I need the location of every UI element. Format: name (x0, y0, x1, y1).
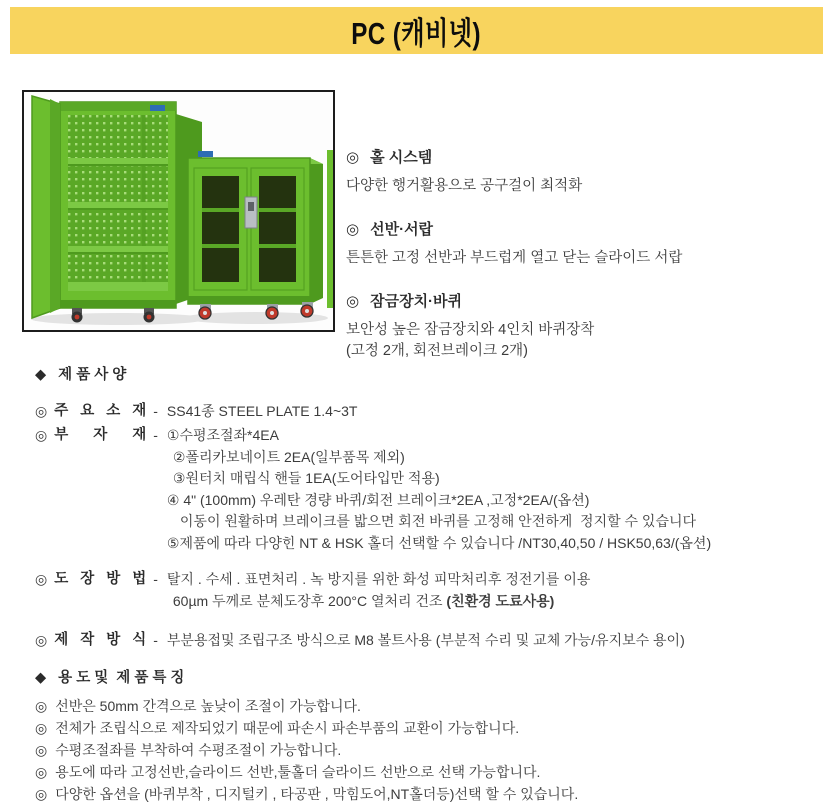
short-cabinet (188, 151, 323, 319)
double-circle-bullet-icon: ◎ (35, 698, 48, 714)
spec-value (167, 569, 591, 612)
spec-value (167, 401, 358, 423)
double-circle-bullet-icon: ◎ (35, 786, 48, 802)
usage-item (35, 739, 815, 761)
feature-description: 보안성 높은 잠금장치와 4인치 바퀴장착 (346, 322, 595, 338)
spec-line: ①수평조절좌*4EA (166, 427, 279, 443)
feature-title (346, 218, 826, 239)
spec-value (167, 425, 711, 554)
double-circle-bullet-icon: ◎ (346, 221, 360, 238)
feature-shelf-drawer (346, 218, 826, 269)
spec-line: ②폴리카보네이트 2EA(일부품목 제외) (172, 448, 405, 465)
spec-row-method (35, 630, 685, 652)
cabinet-illustration (24, 92, 333, 330)
eco-paint-note: (친환경 도료사용) (446, 592, 555, 609)
spec-line: ④ 4" (100mm) 우레탄 경량 바퀴/회전 브레이크*2EA ,고정*2EA/(옵션) (166, 491, 590, 508)
feature-title-text: 잠금장치·바퀴 (370, 293, 463, 310)
spec-dash: - (153, 632, 158, 648)
spec-section-title-text: 제 품 사 양 (58, 367, 127, 383)
diamond-bullet-icon: ◆ (35, 367, 47, 383)
page-title: PC (캐비넷) (351, 16, 482, 51)
feature-hole-system (346, 146, 826, 197)
spec-dash: - (153, 403, 158, 419)
product-photo-frame (22, 90, 335, 332)
spec-line (167, 591, 591, 613)
double-circle-bullet-icon: ◎ (35, 427, 48, 443)
double-circle-bullet-icon: ◎ (346, 293, 360, 310)
diamond-bullet-icon: ◆ (35, 670, 47, 686)
spec-row-paint (35, 569, 590, 612)
usage-item-text: 다양한 옵션을 (바퀴부착 , 디지털키 , 타공판 , 막힘도어,NT홀더등)선택 할 수 있습니다. (55, 786, 579, 802)
usage-item-text: 선반은 50mm 간격으로 높낮이 조절이 가능합니다. (55, 698, 361, 714)
feature-description: 튼튼한 고정 선반과 부드럽게 열고 닫는 슬라이드 서랍 (346, 250, 683, 266)
feature-list (346, 146, 826, 383)
spec-dash: - (153, 571, 158, 587)
feature-title-text: 홀 시스템 (370, 149, 433, 166)
usage-item (35, 695, 815, 717)
usage-item (35, 761, 815, 783)
spec-section-title (35, 363, 126, 384)
spec-line: 이동이 원활하며 브레이크를 밟으면 회전 바퀴를 고정해 안전하게 정지할 수 있습니다 (179, 513, 697, 529)
feature-description: 다양한 행거활용으로 공구걸이 최적화 (346, 178, 583, 194)
tall-cabinet (32, 96, 176, 323)
cropped-cabinet-sliver (327, 150, 333, 308)
spec-line: ③원터치 매립식 핸들 1EA(도어타입만 적용) (172, 470, 440, 486)
title-banner (10, 7, 823, 54)
spec-label: 부 자 재 (54, 427, 147, 443)
feature-title (346, 290, 826, 311)
spec-line: 부분용접및 조립구조 방식으로 M8 볼트사용 (부분적 수리 및 교체 가능/유지보수 용이) (166, 632, 685, 648)
double-circle-bullet-icon: ◎ (35, 742, 48, 758)
lock-handle (245, 197, 257, 228)
brand-label (150, 105, 165, 111)
feature-title-text: 선반·서랍 (370, 221, 434, 238)
brand-label (198, 151, 213, 157)
usage-item (35, 717, 815, 739)
double-circle-bullet-icon: ◎ (35, 571, 48, 587)
spec-line: SS41종 STEEL PLATE 1.4~3T (166, 403, 358, 419)
feature-lock-wheel (346, 290, 826, 362)
double-circle-bullet-icon: ◎ (35, 764, 48, 780)
usage-item-text: 전체가 조립식으로 제작되었기 때문에 파손시 파손부품의 교환이 가능합니다. (55, 720, 520, 736)
door-left (194, 168, 247, 290)
double-circle-bullet-icon: ◎ (346, 149, 360, 166)
spec-label: 도 장 방 법 (54, 571, 147, 587)
usage-section-title-text: 용 도 및 제 품 특 징 (58, 670, 185, 686)
double-circle-bullet-icon: ◎ (35, 720, 48, 736)
spec-dash: - (153, 427, 158, 443)
spec-row-parts (35, 425, 711, 554)
spec-label: 주 요 소 재 (54, 403, 147, 419)
spec-line: ⑤제품에 따라 다양힌 NT & HSK 홀더 선택할 수 있습니다 /NT30,40,50 / HSK50,63/(옵션) (166, 534, 712, 551)
double-circle-bullet-icon: ◎ (35, 632, 48, 648)
feature-title (346, 146, 826, 167)
feature-description: (고정 2개, 회전브레이크 2개) (346, 343, 528, 359)
door-right (251, 168, 304, 290)
spec-label: 제 작 방 식 (54, 632, 147, 648)
usage-item-text: 수평조절좌를 부착하여 수평조절이 가능합니다. (55, 742, 342, 758)
usage-section-title (35, 666, 815, 687)
usage-section (35, 666, 815, 805)
usage-item-text: 용도에 따라 고정선반,슬라이드 선반,툴홀더 슬라이드 선반으로 선택 가능합니다. (55, 764, 541, 780)
spec-line: 탈지 . 수세 . 표면처리 . 녹 방지를 위한 화성 피막처리후 정전기를 이용 (166, 571, 591, 587)
usage-item (35, 783, 815, 805)
double-circle-bullet-icon: ◎ (35, 403, 48, 419)
spec-value (167, 630, 685, 652)
paint-line2-text: 60µm 두께로 분체도장후 200°C 열처리 건조 (172, 592, 447, 609)
spec-row-material (35, 401, 357, 423)
